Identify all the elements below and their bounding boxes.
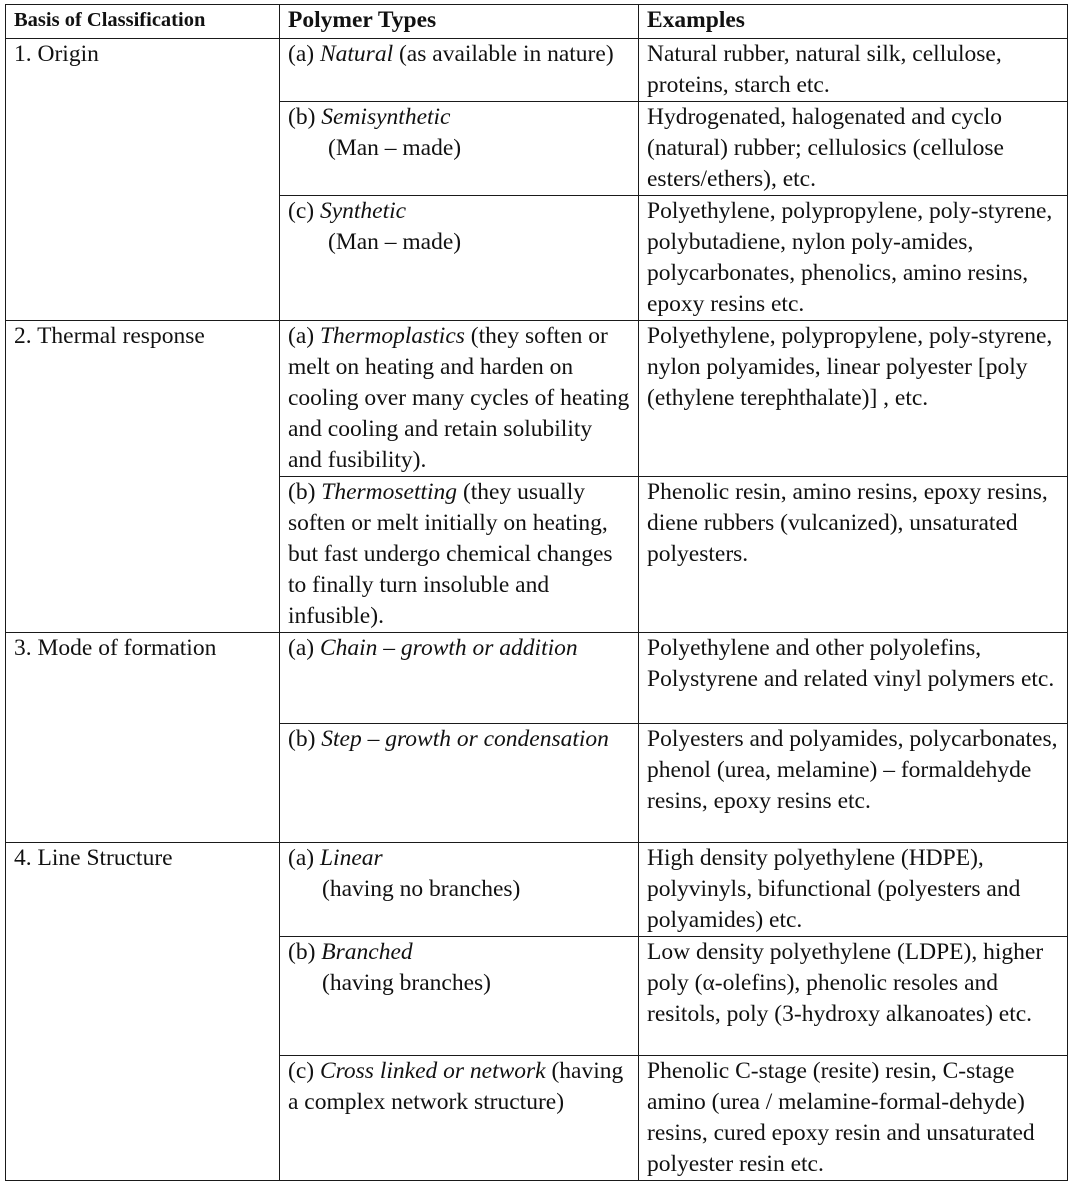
examples-cell: High density polyethylene (HDPE), polyvinyls, bifunctional (polyesters and polyamides) etc. <box>639 843 1068 937</box>
classification-table <box>5 4 1068 1181</box>
examples-cell: Polyethylene, polypropylene, poly-styrene, polybutadiene, nylon poly-amides, polycarbonates, phenolics, amino resins, epoxy resins etc. <box>639 196 1068 321</box>
table-row <box>6 633 1068 724</box>
header-polymer-types: Polymer Types <box>280 5 639 39</box>
polymer-type-cell: (a) Thermoplastics (they soften or melt on heating and harden on cooling over many cycles of heating and cooling and retain solubility and fusibility). <box>280 321 639 477</box>
examples-cell: Polyesters and polyamides, polycarbonates, phenol (urea, melamine) – formaldehyde resins, epoxy resins etc. <box>639 724 1068 843</box>
polymer-type-cell: (c) Synthetic (Man – made) <box>280 196 639 321</box>
polymer-type-cell: (a) Linear (having no branches) <box>280 843 639 937</box>
header-row <box>6 5 1068 39</box>
polymer-type-cell: (b) Branched (having branches) <box>280 937 639 1056</box>
polymer-type-cell: (a) Chain – growth or addition <box>280 633 639 724</box>
polymer-type-cell: (b) Thermosetting (they usually soften or melt initially on heating, but fast undergo chemical changes to finally turn insoluble and infusible). <box>280 477 639 633</box>
polymer-type-cell: (b) Semisynthetic (Man – made) <box>280 102 639 196</box>
examples-cell: Polyethylene and other polyolefins, Polystyrene and related vinyl polymers etc. <box>639 633 1068 724</box>
table-row <box>6 321 1068 477</box>
header-basis: Basis of Classification <box>6 5 280 39</box>
examples-cell: Low density polyethylene (LDPE), higher poly (α-olefins), phenolic resoles and resitols, poly (3-hydroxy alkanoates) etc. <box>639 937 1068 1056</box>
basis-cell: 3. Mode of formation <box>6 633 280 843</box>
basis-cell: 1. Origin <box>6 39 280 321</box>
table-row <box>6 39 1068 102</box>
basis-cell: 2. Thermal response <box>6 321 280 633</box>
examples-cell: Polyethylene, polypropylene, poly-styrene, nylon polyamides, linear polyester [poly (ethylene terephthalate)] , etc. <box>639 321 1068 477</box>
table-row <box>6 843 1068 937</box>
polymer-type-cell: (b) Step – growth or condensation <box>280 724 639 843</box>
polymer-type-cell: (c) Cross linked or network (having a complex network structure) <box>280 1056 639 1181</box>
examples-cell: Natural rubber, natural silk, cellulose, proteins, starch etc. <box>639 39 1068 102</box>
basis-cell: 4. Line Structure <box>6 843 280 1181</box>
examples-cell: Hydrogenated, halogenated and cyclo (natural) rubber; cellulosics (cellulose esters/ethers), etc. <box>639 102 1068 196</box>
polymer-type-cell: (a) Natural (as available in nature) <box>280 39 639 102</box>
examples-cell: Phenolic resin, amino resins, epoxy resins, diene rubbers (vulcanized), unsaturated polyesters. <box>639 477 1068 633</box>
examples-cell: Phenolic C-stage (resite) resin, C-stage amino (urea / melamine-formal-dehyde) resins, cured epoxy resin and unsaturated polyester resin etc. <box>639 1056 1068 1181</box>
header-examples: Examples <box>639 5 1068 39</box>
